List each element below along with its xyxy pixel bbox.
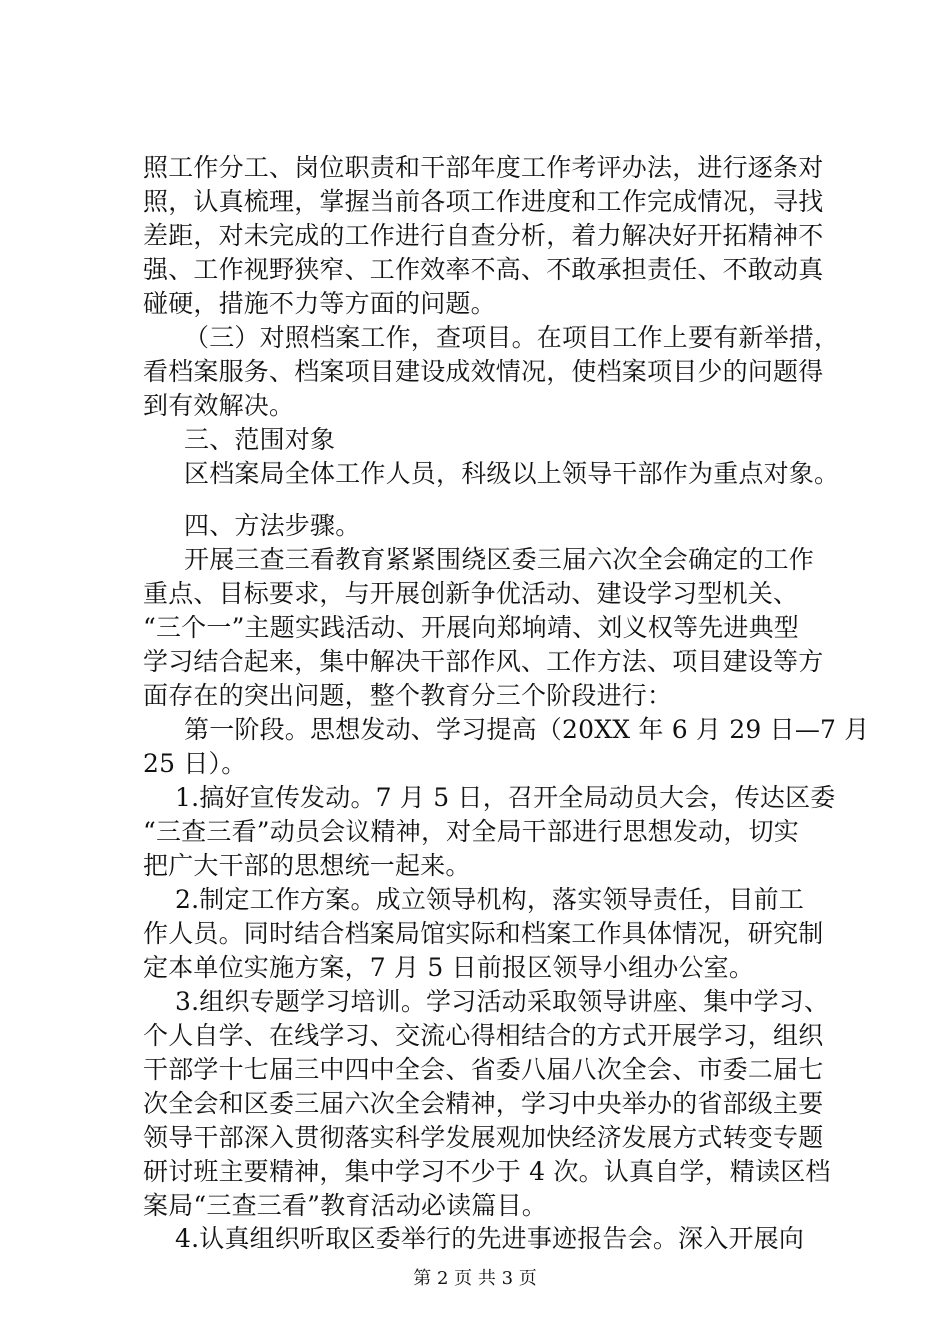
text-line-8: 到有效解决。: [143, 391, 295, 420]
text-line-10: 区档案局全体工作人员，科级以上领导干部作为重点对象。: [184, 459, 840, 488]
text-line-16: 面存在的突出问题，整个教育分三个阶段进行：: [143, 681, 673, 710]
text-line-18: 25 日）。: [143, 749, 247, 778]
text-line-5: 碰硬，措施不力等方面的问题。: [143, 289, 496, 318]
text-line-13: 重点、目标要求，与开展创新争优活动、建设学习型机关、: [143, 579, 799, 608]
text-line-21: 把广大干部的思想统一起来。: [143, 851, 471, 880]
text-line-31: 案局“三查三看”教育活动必读篇目。: [143, 1191, 547, 1220]
text-line-26: 个人自学、在线学习、交流心得相结合的方式开展学习，组织: [143, 1021, 824, 1050]
text-line-19: 1.搞好宣传发动。7 月 5 日，召开全局动员大会，传达区委: [175, 783, 836, 812]
text-line-3: 差距，对未完成的工作进行自查分析，着力解决好开拓精神不: [143, 221, 824, 250]
text-line-15: 学习结合起来，集中解决干部作风、工作方法、项目建设等方: [143, 647, 824, 676]
text-line-4: 强、工作视野狭窄、工作效率不高、不敢承担责任、不敢动真: [143, 255, 824, 284]
text-line-2: 照，认真梳理，掌握当前各项工作进度和工作完成情况，寻找: [143, 187, 824, 216]
text-line-32: 4.认真组织听取区委举行的先进事迹报告会。深入开展向: [175, 1224, 805, 1253]
text-line-20: “三查三看”动员会议精神，对全局干部进行思想发动，切实: [143, 817, 799, 846]
text-line-11: 四、方法步骤。: [184, 511, 361, 540]
text-line-12: 开展三查三看教育紧紧围绕区委三届六次全会确定的工作: [184, 545, 815, 574]
text-line-14: “三个一”主题实践活动、开展向郑垧靖、刘义权等先进典型: [143, 613, 799, 642]
text-line-25: 3.组织专题学习培训。学习活动采取领导讲座、集中学习、: [175, 987, 830, 1016]
text-line-24: 定本单位实施方案，7 月 5 日前报区领导小组办公室。: [143, 953, 755, 982]
text-line-30: 研讨班主要精神，集中学习不少于 4 次。认真自学，精读区档: [143, 1157, 831, 1186]
text-line-1: 照工作分工、岗位职责和干部年度工作考评办法，进行逐条对: [143, 153, 824, 182]
text-line-29: 领导干部深入贯彻落实科学发展观加快经济发展方式转变专题: [143, 1123, 824, 1152]
text-line-17: 第一阶段。思想发动、学习提高（20XX 年 6 月 29 日—7 月: [184, 715, 870, 744]
text-line-9: 三、范围对象: [184, 425, 336, 454]
text-line-6: （三）对照档案工作，查项目。在项目工作上要有新举措，: [184, 323, 840, 352]
text-line-22: 2.制定工作方案。成立领导机构，落实领导责任，目前工: [175, 885, 805, 914]
text-line-28: 次全会和区委三届六次全会精神，学习中央举办的省部级主要: [143, 1089, 824, 1118]
page-number-footer: 第 2 页 共 3 页: [413, 1268, 537, 1289]
text-line-27: 干部学十七届三中四中全会、省委八届八次全会、市委二届七: [143, 1055, 824, 1084]
text-line-23: 作人员。同时结合档案局馆实际和档案工作具体情况，研究制: [143, 919, 824, 948]
text-line-7: 看档案服务、档案项目建设成效情况，使档案项目少的问题得: [143, 357, 824, 386]
